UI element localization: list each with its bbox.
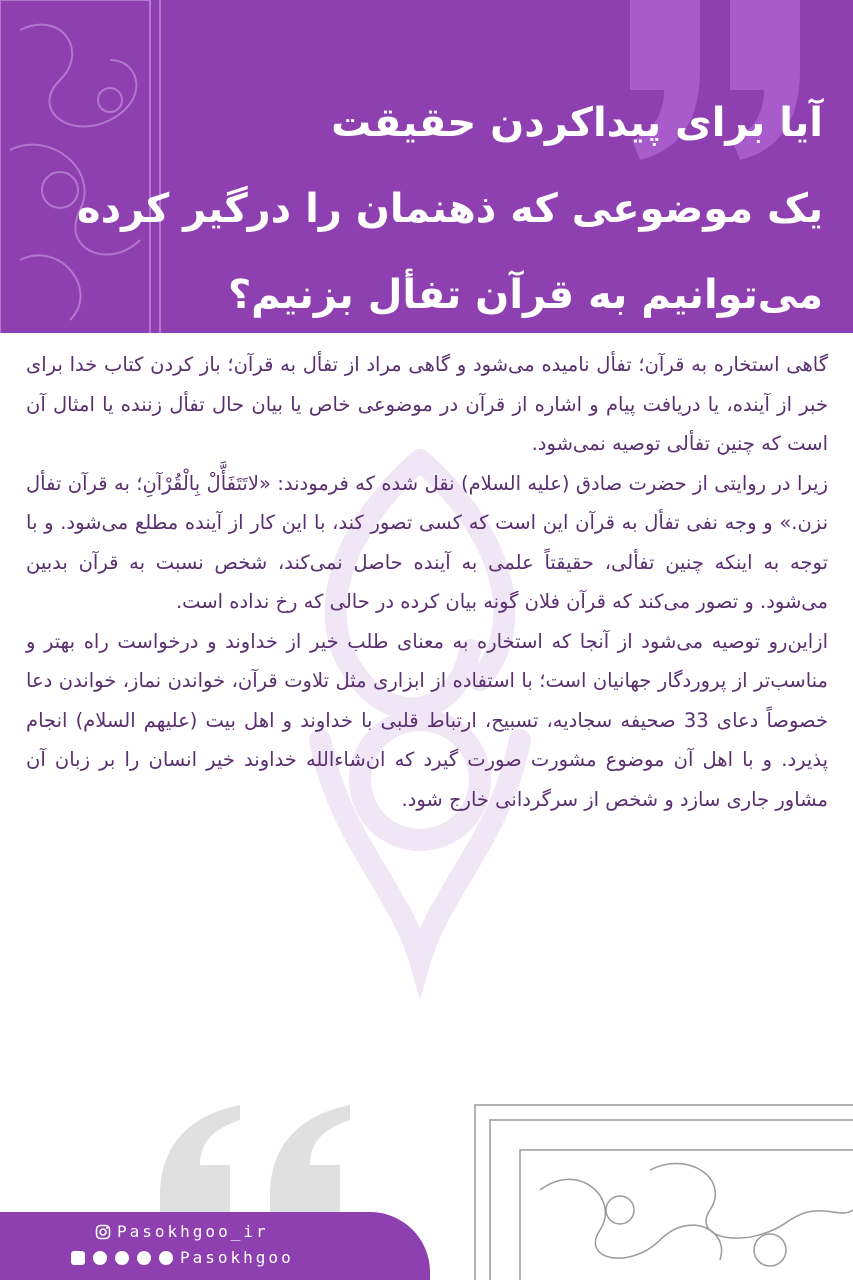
aparat-icon [70, 1250, 86, 1266]
header-banner [0, 0, 853, 333]
instagram-handle: Pasokhgoo_ir [117, 1222, 269, 1241]
paragraph-2: زیرا در روایتی از حضرت صادق (علیه السلام) نقل شده که فرمودند: «لاتَتَفَأَّلْ بِالْقُرْآنِ؛ به قرآن تفأل نزن.» و وجه نفی تفأل به قرآن این است که کسی تصور کند، با این کار از آینده مطلع می‌شود. و با توجه به اینکه چنین تفألی، حقیقتاً علمی به آینده حاصل نمی‌کند، شخص نسبت به قرآن بدبین می‌شود. و تصور می‌کند که قرآن فلان گونه بیان کرده در حالی که رخ نداده است. [26, 471, 828, 613]
arabesque-pattern-icon [470, 1100, 853, 1280]
page-title [63, 80, 823, 333]
eitaa-icon [114, 1250, 130, 1266]
soroush-icon [136, 1250, 152, 1266]
instagram-icon [95, 1224, 111, 1240]
title-line-1: آیا برای پیداکردن حقیقت [331, 100, 823, 146]
article-body [26, 345, 828, 819]
social-bar [0, 1212, 430, 1280]
title-line-3: می‌توانیم به قرآن تفأل بزنیم؟ [227, 272, 823, 318]
paragraph-1: گاهی استخاره به قرآن؛ تفأل نامیده می‌شود و گاهی مراد از تفأل به قرآن؛ باز کردن کتاب خدا برای خبر از آینده، یا دریافت پیام و اشاره از قرآن در موضوعی خاص یا بیان حال تفأل زننده یا امثال آن است که چنین تفألی توصیه نمی‌شود. [26, 353, 828, 455]
instagram-row[interactable] [95, 1222, 269, 1241]
social-handles-row[interactable] [70, 1248, 294, 1267]
telegram-icon [92, 1250, 108, 1266]
social-handle: Pasokhgoo [180, 1248, 294, 1267]
title-line-2: یک موضوعی که ذهنمان را درگیر کرده [76, 186, 823, 232]
paragraph-3: ازاین‌رو توصیه می‌شود از آنجا که استخاره به معنای طلب خیر از خداوند و درخواست راه بهتر و مناسب‌تر از پروردگار جهانیان است؛ با استفاده از ابزاری مثل تلاوت قرآن، خواندن نماز، خواندن دعا خصوصاً دعای 33 صحیفه سجادیه، تسبیح، ارتباط قلبی با خداوند و اهل بیت (علیهم السلام) انجام پذیرد. و با اهل آن موضوع مشورت صورت گیرد که ان‌شاءالله خداوند خیر انسان را بر زبان آن مشاور جاری سازد و شخص از سرگردانی خارج شود. [26, 629, 828, 811]
bale-icon [158, 1250, 174, 1266]
